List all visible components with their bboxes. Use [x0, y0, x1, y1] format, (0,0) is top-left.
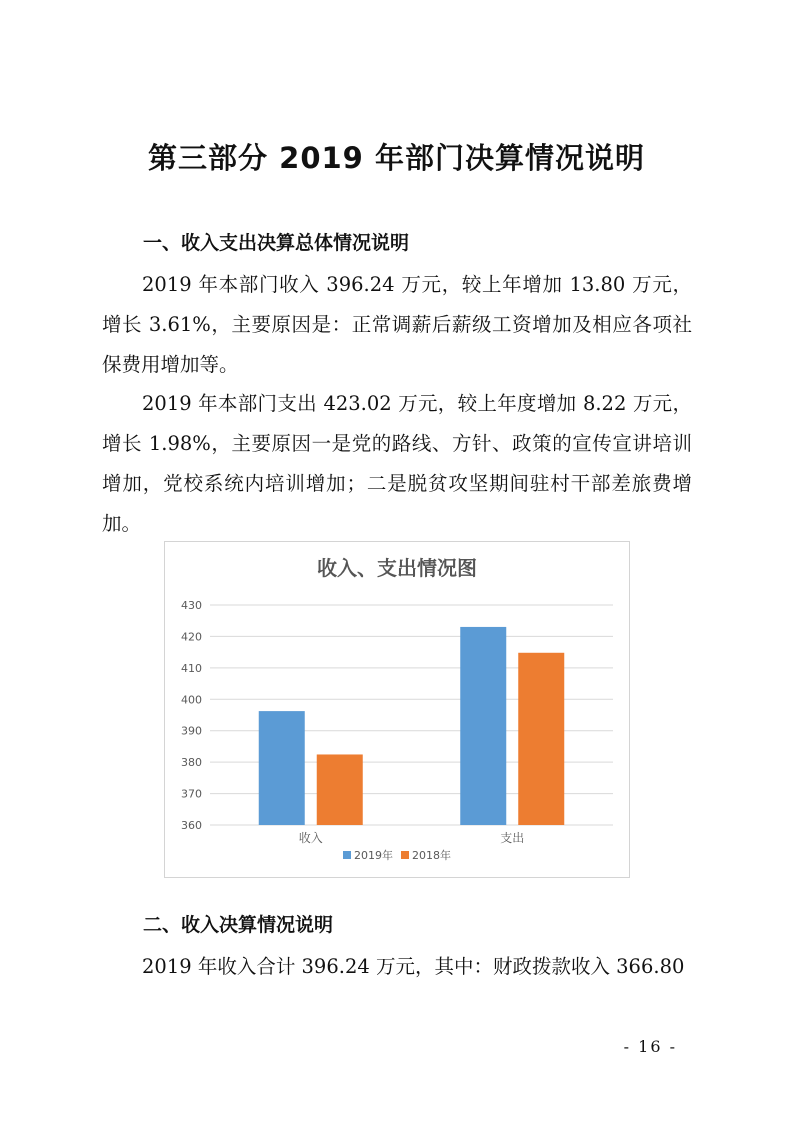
bar-2019年-支出 — [460, 627, 506, 825]
y-tick-label: 390 — [181, 724, 202, 738]
legend-label: 2019年 — [354, 849, 393, 862]
income-expense-chart — [164, 541, 630, 878]
bar-2019年-收入 — [259, 711, 305, 825]
paragraph-income: 2019 年本部门收入 396.24 万元，较上年增加 13.80 万元，增长 3.61%，主要原因是：正常调薪后薪级工资增加及相应各项社保费用增加等。 — [102, 273, 692, 376]
page-title: 第三部分 2019 年部门决算情况说明 — [148, 141, 645, 175]
paragraph-income-detail: 2019 年收入合计 396.24 万元，其中：财政拨款收入 366.80 — [142, 955, 685, 978]
y-tick-label: 380 — [181, 756, 202, 770]
paragraph-expense: 2019 年本部门支出 423.02 万元，较上年度增加 8.22 万元，增长 1.98%，主要原因一是党的路线、方针、政策的宣传宣讲培训增加，党校系统内培训增加；二是脱贫攻坚期间驻村干部差旅费增加。 — [102, 392, 692, 535]
bar-2018年-支出 — [518, 653, 564, 825]
bar-2018年-收入 — [317, 754, 363, 825]
legend-swatch — [401, 851, 409, 859]
y-tick-label: 410 — [181, 661, 202, 675]
x-tick-label: 支出 — [500, 831, 525, 845]
legend-swatch — [343, 851, 351, 859]
x-tick-label: 收入 — [298, 831, 323, 845]
section-heading-1: 一、收入支出决算总体情况说明 — [143, 232, 410, 254]
y-tick-label: 400 — [181, 693, 202, 707]
chart-plot — [165, 542, 629, 877]
y-tick-label: 430 — [181, 599, 202, 612]
y-tick-label: 360 — [181, 819, 202, 832]
legend-label: 2018年 — [412, 849, 451, 862]
section-heading-2: 二、收入决算情况说明 — [143, 914, 334, 936]
chart-title: 收入、支出情况图 — [317, 556, 477, 580]
y-tick-label: 370 — [181, 787, 202, 801]
y-tick-label: 420 — [181, 630, 202, 644]
page-number: - 16 - — [623, 1037, 677, 1056]
